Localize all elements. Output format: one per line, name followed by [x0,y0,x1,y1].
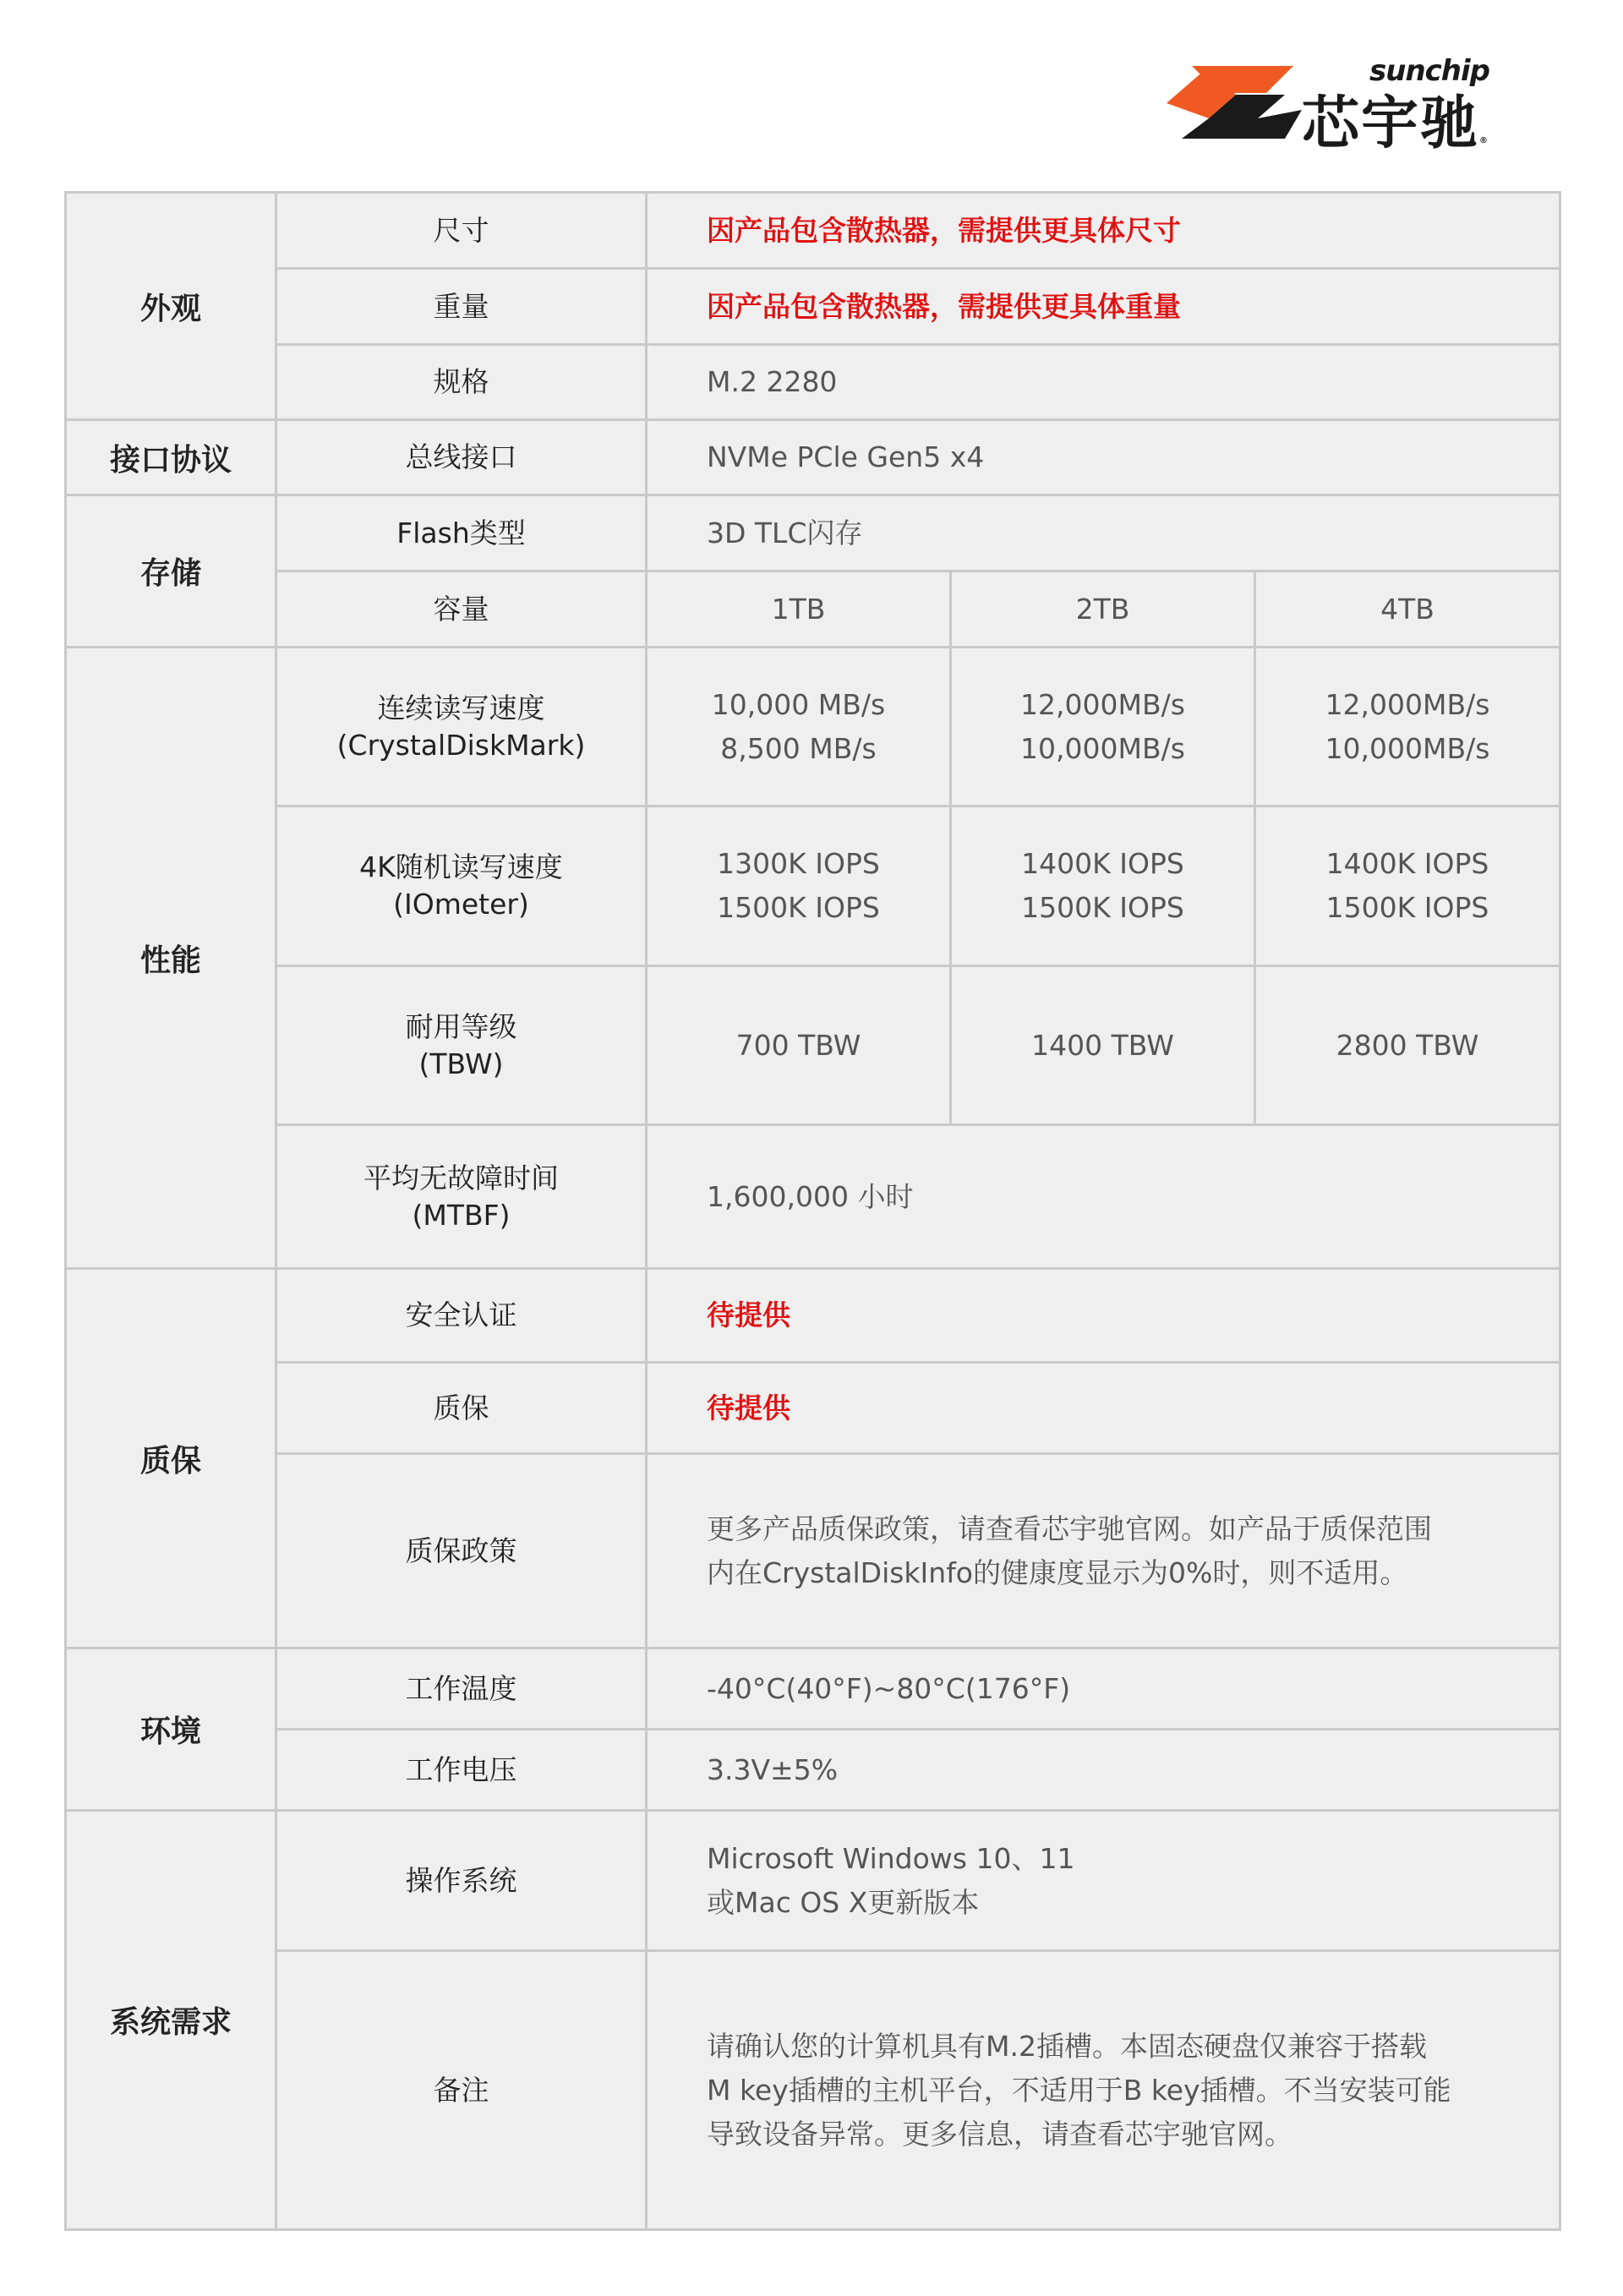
table-row [66,806,1560,966]
table-row [66,648,1560,806]
seq-1tb [647,648,951,806]
value-note [647,1951,1560,2230]
seq-write: 10,000MB/s [1020,731,1185,765]
table-row [66,1951,1560,2230]
table-row [66,1454,1560,1648]
category-performance: 性能 [66,648,276,1269]
tbw-4tb: 2800 TBW [1255,966,1560,1125]
brand-name-cn: 芯宇驰® [1302,90,1490,157]
table-row [66,193,1560,269]
item-weight: 重量 [276,269,647,345]
seq-read: 10,000 MB/s [711,687,886,721]
item-note: 备注 [276,1951,647,2230]
item-temperature: 工作温度 [276,1648,647,1730]
os-line: Microsoft Windows 10、11 [707,1841,1075,1875]
tbw-2tb: 1400 TBW [951,966,1255,1125]
item-warranty: 质保 [276,1363,647,1454]
table-row [66,1269,1560,1363]
rand-write: 1500K IOPS [1021,891,1184,924]
table-row [66,571,1560,648]
item-label-line: (CrystalDiskMark) [336,728,586,762]
brand-logo [1167,52,1505,157]
rand-2tb [951,806,1255,966]
value-form-factor: M.2 2280 [647,345,1560,420]
policy-line: 更多产品质保政策，请查看芯宇驰官网。如产品于质保范围 [707,1512,1432,1545]
item-label-line: (TBW) [418,1047,504,1080]
note-line: 请确认您的计算机具有M.2插槽。本固态硬盘仅兼容于搭载 [707,2029,1427,2063]
capacity-1tb: 1TB [647,571,951,648]
value-certification: 待提供 [647,1269,1560,1363]
category-system: 系统需求 [66,1811,276,2230]
capacity-2tb: 2TB [951,571,1255,648]
item-random-speed [276,806,647,966]
value-warranty-policy [647,1454,1560,1648]
item-sequential-speed [276,648,647,806]
rand-read: 1400K IOPS [1325,847,1489,880]
item-mtbf [276,1125,647,1269]
value-flash: 3D TLC闪存 [647,495,1560,571]
item-label-line: 耐用等级 [405,1009,517,1043]
item-label-line: 4K随机读写速度 [359,850,563,883]
item-bus: 总线接口 [276,420,647,495]
item-size: 尺寸 [276,193,647,269]
table-row [66,1363,1560,1454]
item-label-line: (MTBF) [412,1198,511,1232]
table-row [66,345,1560,420]
item-certification: 安全认证 [276,1269,647,1363]
rand-4tb [1255,806,1560,966]
item-form-factor: 规格 [276,345,647,420]
category-environment: 环境 [66,1648,276,1811]
table-row [66,1648,1560,1730]
category-warranty: 质保 [66,1269,276,1648]
value-weight: 因产品包含散热器，需提供更具体重量 [647,269,1560,345]
table-row [66,1811,1560,1951]
value-size: 因产品包含散热器，需提供更具体尺寸 [647,193,1560,269]
trademark-mark: ® [1479,136,1490,145]
item-warranty-policy: 质保政策 [276,1454,647,1648]
seq-write: 10,000MB/s [1325,731,1490,765]
item-os: 操作系统 [276,1811,647,1951]
seq-read: 12,000MB/s [1020,687,1185,721]
table-row [66,420,1560,495]
item-label-line: 平均无故障时间 [363,1161,559,1194]
table-row [66,1730,1560,1811]
category-appearance: 外观 [66,193,276,420]
table-row [66,495,1560,571]
value-voltage: 3.3V±5% [647,1730,1560,1811]
rand-read: 1400K IOPS [1021,847,1184,880]
rand-write: 1500K IOPS [1325,891,1489,924]
table-row [66,269,1560,345]
os-line: 或Mac OS X更新版本 [707,1885,980,1919]
seq-2tb [951,648,1255,806]
item-voltage: 工作电压 [276,1730,647,1811]
tbw-1tb: 700 TBW [647,966,951,1125]
policy-line: 内在CrystalDiskInfo的健康度显示为0%时，则不适用。 [707,1555,1408,1589]
sunchip-logo-icon [1167,59,1302,144]
item-capacity: 容量 [276,571,647,648]
rand-1tb [647,806,951,966]
table-row [66,1125,1560,1269]
rand-read: 1300K IOPS [717,847,880,880]
note-line: M key插槽的主机平台，不适用于B key插槽。不当安装可能 [707,2073,1451,2107]
spec-table [64,191,1561,2231]
item-label-line: 连续读写速度 [377,691,545,724]
category-interface: 接口协议 [66,420,276,495]
capacity-4tb: 4TB [1255,571,1560,648]
value-bus: NVMe PCle Gen5 x4 [647,420,1560,495]
value-os [647,1811,1560,1951]
note-line: 导致设备异常。更多信息，请查看芯宇驰官网。 [707,2117,1292,2151]
value-temperature: -40°C(40°F)~80°C(176°F) [647,1648,1560,1730]
item-endurance [276,966,647,1125]
rand-write: 1500K IOPS [717,891,880,924]
seq-read: 12,000MB/s [1325,687,1490,721]
value-mtbf: 1,600,000 小时 [647,1125,1560,1269]
table-row [66,966,1560,1125]
seq-write: 8,500 MB/s [720,731,877,765]
value-warranty: 待提供 [647,1363,1560,1454]
category-storage: 存储 [66,495,276,648]
item-label-line: (IOmeter) [393,888,529,921]
seq-4tb [1255,648,1560,806]
item-flash: Flash类型 [276,495,647,571]
brand-name-en: sunchip [1369,54,1489,88]
